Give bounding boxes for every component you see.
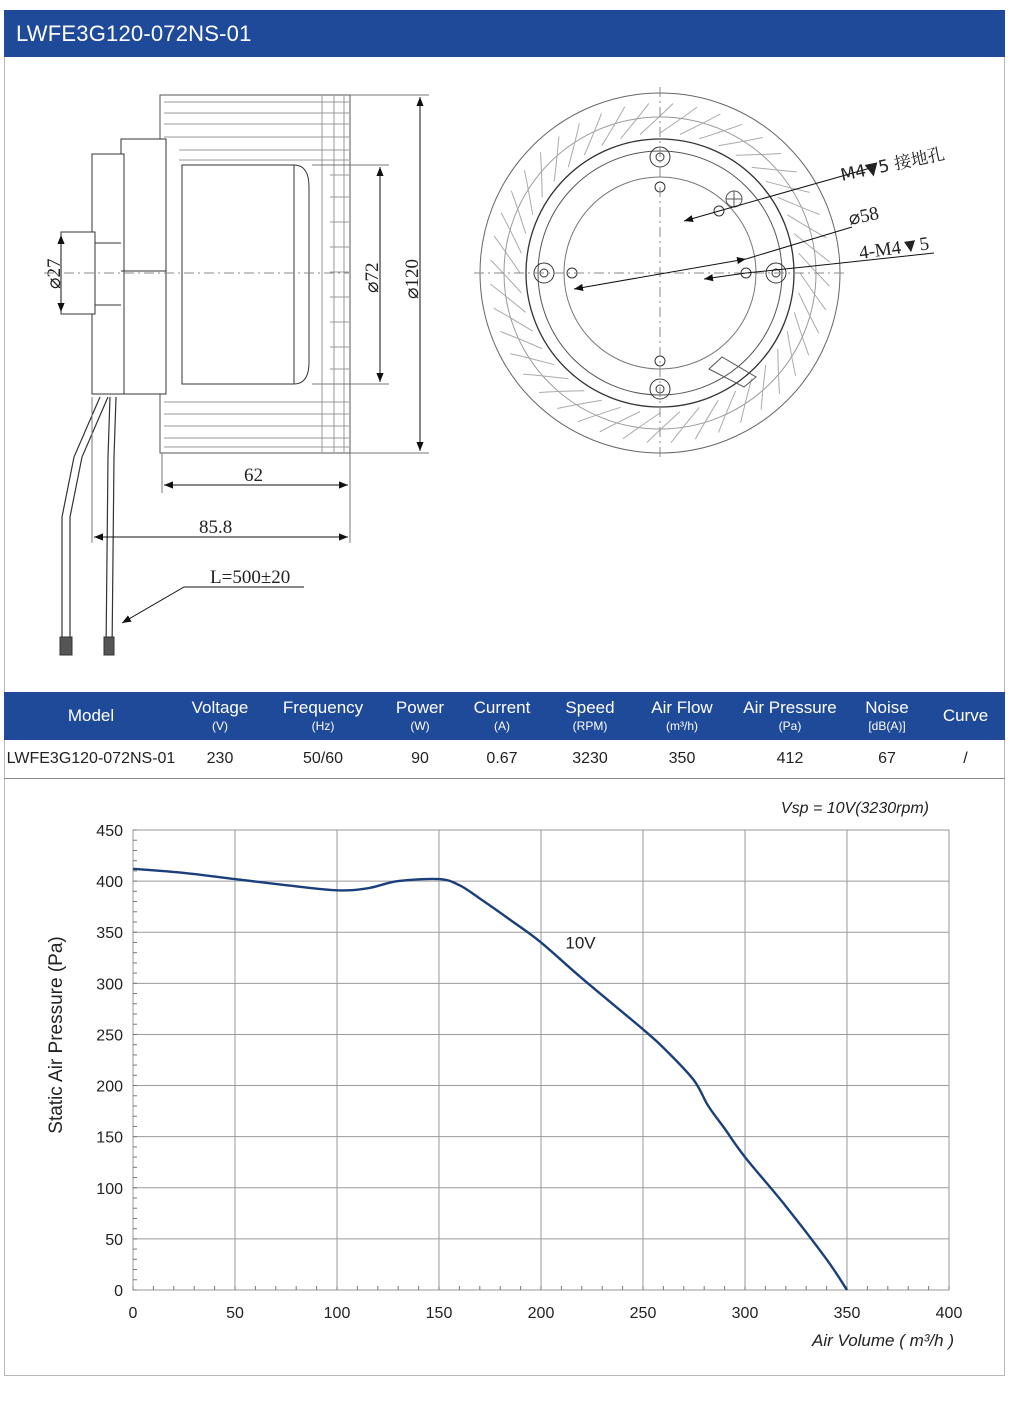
title-bar: [4, 10, 1005, 57]
header-air-pressure: Air Pressure (Pa): [732, 692, 848, 740]
dim-120-label: ⌀120: [402, 259, 423, 299]
spec-header-row: [4, 692, 1005, 740]
header-voltage: Voltage (V): [178, 692, 262, 740]
side-view: [44, 95, 350, 655]
y-tick-label: 400: [96, 874, 123, 892]
x-tick-label: 200: [527, 1305, 555, 1322]
header-current: Current (A): [456, 692, 548, 740]
cell-speed: 3230: [548, 740, 632, 779]
spec-table: [4, 692, 1005, 779]
x-tick-label: 0: [128, 1305, 138, 1322]
dim-27-label: ⌀27: [44, 258, 65, 289]
technical-drawing: [4, 57, 1005, 692]
header-speed: Speed (RPM): [548, 692, 632, 740]
drawing-svg: [4, 57, 1005, 692]
curve-annotation: 10V: [565, 933, 596, 953]
y-tick-label: 0: [114, 1283, 123, 1300]
spec-data-row: [4, 740, 1005, 779]
y-tick-label: 150: [96, 1129, 123, 1147]
y-tick-label: 200: [96, 1078, 123, 1096]
header-model: Model: [4, 692, 178, 740]
chart-subtitle: Vsp = 10V(3230rpm): [780, 800, 929, 817]
cable-length-label: L=500±20: [210, 567, 291, 588]
x-tick-label: 50: [226, 1305, 244, 1322]
cell-noise: 67: [848, 740, 926, 779]
dim-58-label: ⌀58: [846, 203, 881, 230]
cell-curve: /: [926, 740, 1005, 779]
header-noise: Noise [dB(A)]: [848, 692, 926, 740]
front-dimensions: [574, 167, 934, 289]
cell-frequency: 50/60: [262, 740, 384, 779]
cell-power: 90: [384, 740, 456, 779]
x-tick-label: 350: [833, 1305, 861, 1322]
x-tick-label: 100: [323, 1305, 351, 1322]
x-axis-label: Air Volume ( m³/h ): [811, 1331, 954, 1350]
x-tick-label: 150: [425, 1305, 453, 1322]
y-tick-label: 350: [96, 925, 123, 943]
x-tick-label: 400: [935, 1305, 963, 1322]
header-curve: Curve: [926, 692, 1005, 740]
dim-85-8-label: 85.8: [199, 517, 233, 538]
dim-72-label: ⌀72: [362, 262, 383, 293]
y-tick-label: 450: [96, 823, 123, 840]
header-air-flow: Air Flow (m³/h): [632, 692, 732, 740]
y-axis-label: Static Air Pressure (Pa): [46, 936, 67, 1134]
y-tick-label: 100: [96, 1180, 123, 1198]
mount-holes-label: 4-M4▼5: [857, 233, 931, 264]
cell-air-pressure: 412: [732, 740, 848, 779]
ground-hole-label: M4▼5 接地孔: [838, 144, 947, 186]
cell-air-flow: 350: [632, 740, 732, 779]
y-tick-label: 250: [96, 1027, 123, 1045]
header-power: Power (W): [384, 692, 456, 740]
chart-svg: [4, 782, 1005, 1376]
page-title: LWFE3G120-072NS-01: [16, 21, 252, 46]
cell-current: 0.67: [456, 740, 548, 779]
y-tick-label: 300: [96, 976, 123, 994]
header-frequency: Frequency (Hz): [262, 692, 384, 740]
performance-chart: [4, 782, 1005, 1376]
front-view: [474, 87, 846, 459]
y-tick-label: 50: [105, 1231, 123, 1249]
cell-voltage: 230: [178, 740, 262, 779]
x-tick-label: 300: [731, 1305, 759, 1322]
x-tick-label: 250: [629, 1305, 657, 1322]
cell-model: LWFE3G120-072NS-01: [4, 740, 178, 779]
dim-62-label: 62: [244, 465, 263, 486]
